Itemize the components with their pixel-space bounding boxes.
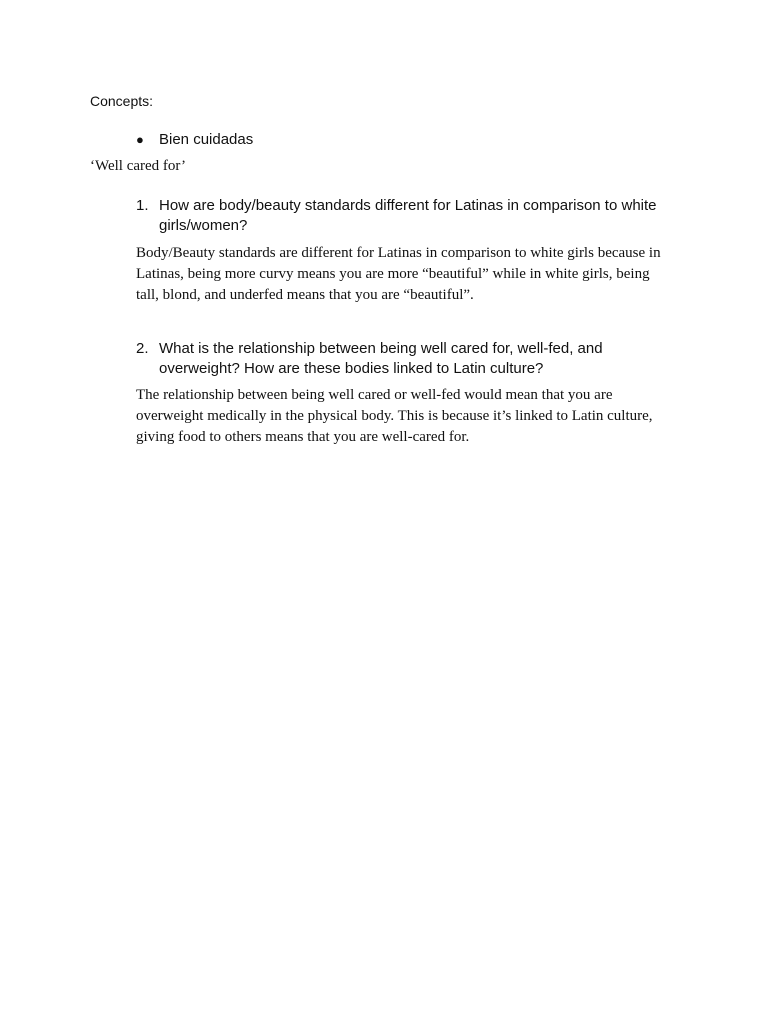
bullet-icon: ● [136, 132, 144, 147]
concept-term: Bien cuidadas [159, 131, 254, 148]
question-text: How are body/beauty standards different for Latinas in comparison to white girls/women? [159, 197, 657, 234]
question-text: What is the relationship between being well cared for, well-fed, and overweight? How are these bodies linked to Latin culture? [159, 340, 603, 377]
answer-paragraph: Body/Beauty standards are different for Latinas in comparison to white girls because in Latinas, being more curvy means you are more “beautiful” while in white girls, being tall, blond, and underfed means that you are “beautiful”. [136, 245, 661, 303]
concepts-heading: Concepts: [90, 93, 154, 109]
concept-translation: ‘Well cared for’ [90, 158, 186, 174]
question-item [136, 196, 676, 236]
question-item [136, 339, 676, 379]
question-number: 1. [136, 197, 149, 214]
concept-list-item [136, 131, 253, 149]
answer-paragraph: The relationship between being well cared or well-fed would mean that you are overweight medically in the physical body. This is because it’s linked to Latin culture, giving food to others means that you are well-cared for. [136, 387, 653, 445]
question-number: 2. [136, 340, 149, 357]
